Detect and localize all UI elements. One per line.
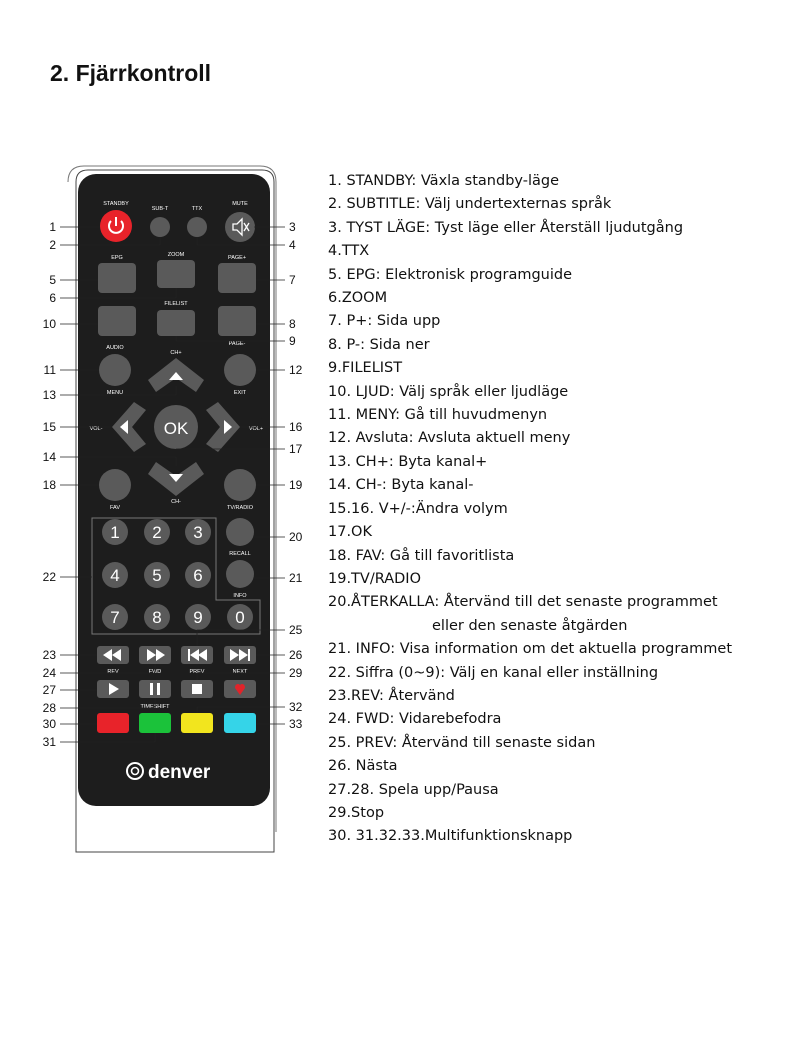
callout-number: 9 bbox=[289, 334, 296, 348]
page-title: 2. Fjärrkontroll bbox=[50, 60, 212, 86]
description-item: eller den senaste åtgärden bbox=[432, 617, 628, 634]
ttx-label: TTX bbox=[191, 206, 203, 212]
callout-number: 32 bbox=[289, 700, 303, 714]
description-item: 23.REV: Återvänd bbox=[328, 687, 455, 704]
ttx-button[interactable] bbox=[187, 217, 207, 237]
info-button[interactable] bbox=[226, 560, 254, 588]
description-item: 20.ÅTERKALLA: Återvänd till det senaste programmet bbox=[328, 594, 718, 611]
digit-label: 9 bbox=[193, 608, 203, 627]
zoom-button[interactable] bbox=[157, 260, 195, 288]
callout-number: 1 bbox=[49, 220, 56, 234]
callout-number: 26 bbox=[289, 648, 303, 662]
tvradio-label: TV/RADIO bbox=[227, 505, 253, 511]
description-item: 22. Siffra (0~9): Välj en kanal eller inställning bbox=[328, 664, 659, 681]
description-item: 7. P+: Sida upp bbox=[328, 313, 441, 330]
description-item: 8. P-: Sida ner bbox=[328, 336, 430, 353]
description-item: 4.TTX bbox=[328, 243, 370, 260]
callout-number: 22 bbox=[42, 570, 56, 584]
description-item: 17.OK bbox=[328, 524, 372, 541]
description-item: 15.16. V+/-:Ändra volym bbox=[328, 500, 508, 517]
pause-button[interactable] bbox=[139, 680, 171, 698]
callout-number: 15 bbox=[42, 420, 56, 434]
pageminus-label: PAGE- bbox=[228, 341, 246, 347]
description-item: 21. INFO: Visa information om det aktuella programmet bbox=[328, 641, 733, 658]
description-item: 2. SUBTITLE: Välj undertexternas språk bbox=[328, 196, 612, 213]
epg-button[interactable] bbox=[98, 263, 136, 293]
callout-number: 3 bbox=[289, 220, 296, 234]
callout-number: 16 bbox=[289, 420, 303, 434]
description-item: 27.28. Spela upp/Pausa bbox=[328, 781, 499, 798]
subt-label: SUB-T bbox=[151, 206, 169, 212]
standby-label: STANDBY bbox=[103, 201, 129, 207]
callout-number: 5 bbox=[49, 273, 56, 287]
info-label: INFO bbox=[233, 593, 247, 599]
exit-label: EXIT bbox=[233, 390, 247, 396]
description-item: 1. STANDBY: Växla standby-läge bbox=[328, 173, 559, 189]
callout-number: 6 bbox=[49, 291, 56, 305]
red-button[interactable] bbox=[97, 713, 129, 733]
cyan-button[interactable] bbox=[224, 713, 256, 733]
timeshift-label: TIMESHIFT bbox=[140, 704, 170, 710]
description-item: 11. MENY: Gå till huvudmenyn bbox=[328, 407, 548, 424]
callout-number: 19 bbox=[289, 478, 303, 492]
audio-square-button[interactable] bbox=[98, 306, 136, 336]
chminus-label: CH- bbox=[171, 499, 181, 505]
description-item: 5. EPG: Elektronisk programguide bbox=[328, 266, 573, 283]
digit-label: 6 bbox=[193, 566, 203, 585]
mute-label: MUTE bbox=[232, 201, 248, 207]
green-button[interactable] bbox=[139, 713, 171, 733]
fav-label: FAV bbox=[110, 505, 120, 511]
callout-number: 18 bbox=[42, 478, 56, 492]
description-item: 3. TYST LÄGE: Tyst läge eller Återställ ljudutgång bbox=[328, 219, 684, 236]
callout-number: 31 bbox=[42, 735, 56, 749]
digit-label: 7 bbox=[110, 608, 120, 627]
callout-number: 28 bbox=[42, 701, 56, 715]
description-item: 13. CH+: Byta kanal+ bbox=[328, 453, 488, 470]
digit-label: 5 bbox=[152, 566, 162, 585]
volplus-label: VOL+ bbox=[248, 426, 264, 432]
description-item: 12. Avsluta: Avsluta aktuell meny bbox=[328, 430, 571, 447]
callout-number: 10 bbox=[42, 317, 56, 331]
filelist-label: FILELIST bbox=[164, 301, 188, 307]
description-item: 30. 31.32.33.Multifunktionsknapp bbox=[328, 828, 573, 845]
callout-number: 7 bbox=[289, 273, 296, 287]
callout-number: 13 bbox=[42, 388, 56, 402]
digit-label: 3 bbox=[193, 523, 203, 542]
callout-number: 4 bbox=[289, 238, 296, 252]
tvradio-button[interactable] bbox=[224, 469, 256, 501]
page-down-button[interactable] bbox=[218, 306, 256, 336]
digit-label: 1 bbox=[110, 523, 120, 542]
callout-number: 21 bbox=[289, 571, 303, 585]
callout-number: 17 bbox=[289, 442, 303, 456]
menu-label: MENU bbox=[106, 390, 124, 396]
volminus-label: VOL- bbox=[89, 426, 103, 432]
filelist-button[interactable] bbox=[157, 310, 195, 336]
description-item: 25. PREV: Återvänd till senaste sidan bbox=[328, 734, 596, 751]
callout-number: 29 bbox=[289, 666, 303, 680]
exit-button[interactable] bbox=[224, 354, 256, 386]
brand-logo: denver bbox=[148, 762, 211, 783]
description-item: 6.ZOOM bbox=[328, 290, 388, 307]
callout-number: 2 bbox=[49, 238, 56, 252]
page-up-button[interactable] bbox=[218, 263, 256, 293]
digit-label: 8 bbox=[152, 608, 162, 627]
audio-label: AUDIO bbox=[106, 345, 124, 351]
callout-number: 24 bbox=[42, 666, 56, 680]
subt-button[interactable] bbox=[150, 217, 170, 237]
callout-number: 30 bbox=[42, 717, 56, 731]
ok-label: OK bbox=[163, 419, 189, 438]
description-item: 10. LJUD: Välj språk eller ljudläge bbox=[328, 383, 569, 400]
description-item: 29.Stop bbox=[328, 804, 385, 821]
description-item: 14. CH-: Byta kanal- bbox=[328, 477, 474, 494]
digit-label: 4 bbox=[110, 566, 120, 585]
callout-number: 8 bbox=[289, 317, 296, 331]
fwd-label: FWD bbox=[148, 669, 162, 675]
callout-number: 27 bbox=[42, 683, 56, 697]
prev-label: PREV bbox=[189, 669, 205, 675]
callout-number: 33 bbox=[289, 717, 303, 731]
description-item: 19.TV/RADIO bbox=[328, 570, 421, 587]
digit-label: 0 bbox=[235, 608, 245, 627]
menu-button[interactable] bbox=[99, 354, 131, 386]
pageplus-label: PAGE+ bbox=[227, 255, 247, 261]
mute-button[interactable] bbox=[225, 212, 255, 242]
callout-number: 25 bbox=[289, 623, 303, 637]
epg-label: EPG bbox=[111, 255, 123, 261]
zoom-label: ZOOM bbox=[167, 252, 185, 258]
description-item: 9.FILELIST bbox=[328, 360, 403, 377]
yellow-button[interactable] bbox=[181, 713, 213, 733]
description-item: 24. FWD: Vidarebefodra bbox=[328, 711, 502, 728]
chplus-label: CH+ bbox=[170, 350, 182, 356]
stop-icon bbox=[192, 684, 202, 694]
recall-button[interactable] bbox=[226, 518, 254, 546]
callout-number: 20 bbox=[289, 530, 303, 544]
callout-number: 23 bbox=[42, 648, 56, 662]
recall-label: RECALL bbox=[229, 551, 251, 557]
rev-label: REV bbox=[107, 669, 119, 675]
next-label: NEXT bbox=[232, 669, 248, 675]
description-item: 18. FAV: Gå till favoritlista bbox=[328, 547, 515, 564]
digit-label: 2 bbox=[152, 523, 162, 542]
callout-number: 11 bbox=[43, 363, 56, 377]
fav-button[interactable] bbox=[99, 469, 131, 501]
callout-number: 12 bbox=[289, 363, 303, 377]
description-item: 26. Nästa bbox=[328, 758, 398, 775]
callout-number: 14 bbox=[42, 450, 56, 464]
